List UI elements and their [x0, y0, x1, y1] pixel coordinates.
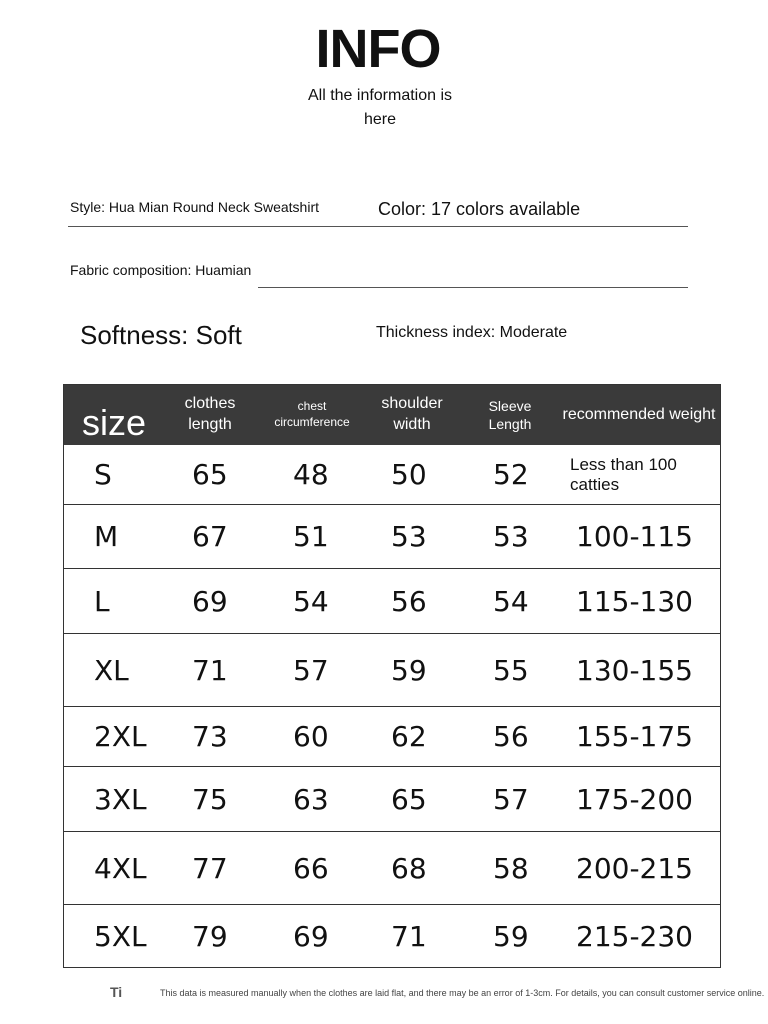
cell-shoulder: 65	[391, 782, 427, 816]
page-title: INFO	[315, 19, 441, 79]
divider-line	[68, 226, 688, 227]
brand-mark: Ti	[110, 984, 123, 1000]
header-chest-circumference	[262, 385, 362, 445]
cell-length: 75	[192, 782, 228, 816]
cell-shoulder: 62	[391, 720, 427, 753]
fabric-spec: Fabric composition: Huamian	[70, 262, 252, 278]
cell-sleeve: 56	[493, 720, 529, 753]
cell-shoulder: 56	[391, 584, 427, 618]
softness-spec: Softness: Soft	[80, 320, 242, 350]
cell-weight: 130-155	[576, 653, 693, 687]
size-table	[63, 384, 721, 968]
header-clothes-length	[158, 385, 262, 445]
cell-size: 3XL	[94, 782, 147, 816]
cell-length: 65	[192, 458, 228, 491]
style-spec: Style: Hua Mian Round Neck Sweatshirt	[70, 199, 319, 215]
cell-length: 77	[192, 851, 228, 885]
cell-chest: 57	[293, 653, 329, 687]
cell-chest: 69	[293, 920, 329, 953]
cell-length: 67	[192, 520, 228, 553]
header-size: size	[82, 401, 147, 443]
cell-shoulder: 50	[391, 458, 427, 491]
cell-weight: 100-115	[576, 520, 693, 553]
page-subtitle	[280, 84, 480, 132]
subtitle-line-2: here	[363, 111, 397, 128]
cell-size: L	[94, 584, 110, 618]
table-row	[64, 634, 720, 707]
cell-sleeve: 53	[493, 520, 529, 553]
cell-sleeve: 59	[493, 920, 529, 953]
table-row	[64, 767, 720, 832]
header-recommended-weight: recommended weight	[562, 405, 716, 423]
measurement-note: This data is measured manually when the clothes are laid flat, and there may be an error of 1-3cm. For details, you can consult customer service online.	[160, 988, 765, 998]
cell-chest: 48	[293, 458, 329, 491]
cell-weight: 215-230	[576, 920, 693, 953]
cell-length: 73	[192, 720, 228, 753]
cell-size: M	[94, 520, 119, 553]
cell-size: XL	[94, 653, 129, 687]
header-sleeve-line-2: Length	[488, 416, 532, 432]
cell-weight: 155-175	[576, 720, 693, 753]
header-sleeve-length	[462, 385, 558, 445]
cell-chest: 66	[293, 851, 329, 885]
cell-sleeve: 55	[493, 653, 529, 687]
cell-chest: 51	[293, 520, 329, 553]
thickness-spec: Thickness index: Moderate	[376, 324, 568, 341]
cell-sleeve: 57	[493, 782, 529, 816]
cell-sleeve: 52	[493, 458, 529, 491]
table-row	[64, 905, 720, 968]
cell-shoulder: 71	[391, 920, 427, 953]
header-shoulder-line-2: width	[393, 416, 431, 433]
table-row	[64, 569, 720, 634]
cell-chest: 54	[293, 584, 329, 618]
table-row	[64, 445, 720, 505]
cell-size: 2XL	[94, 720, 147, 753]
cell-length: 79	[192, 920, 228, 953]
cell-length: 71	[192, 653, 228, 687]
table-header	[64, 385, 720, 445]
cell-weight: 175-200	[576, 782, 693, 816]
cell-weight: 115-130	[576, 584, 693, 618]
cell-weight: 200-215	[576, 851, 693, 885]
cell-shoulder: 59	[391, 653, 427, 687]
header-chest-line-2: circumference	[274, 415, 350, 429]
header-sleeve-line-1: Sleeve	[488, 397, 532, 414]
cell-size: 5XL	[94, 920, 147, 953]
cell-chest: 63	[293, 782, 329, 816]
cell-weight: Less than 100 catties	[570, 454, 677, 494]
table-row	[64, 505, 720, 569]
header-clothes-length-line-2: length	[188, 416, 232, 433]
cell-shoulder: 68	[391, 851, 427, 885]
cell-shoulder: 53	[391, 520, 427, 553]
header-shoulder-line-1: shoulder	[381, 395, 443, 413]
header-chest-line-1: chest	[297, 399, 327, 414]
divider-line	[258, 287, 688, 288]
cell-size: S	[94, 458, 112, 491]
cell-sleeve: 54	[493, 584, 529, 618]
cell-sleeve: 58	[493, 851, 529, 885]
cell-size: 4XL	[94, 851, 147, 885]
table-row	[64, 832, 720, 905]
cell-length: 69	[192, 584, 228, 618]
header-clothes-length-line-1: clothes	[184, 395, 236, 413]
color-spec: Color: 17 colors available	[378, 199, 581, 219]
header-shoulder-width	[362, 385, 462, 445]
cell-chest: 60	[293, 720, 329, 753]
subtitle-line-1: All the information is	[307, 87, 453, 104]
table-row	[64, 707, 720, 767]
